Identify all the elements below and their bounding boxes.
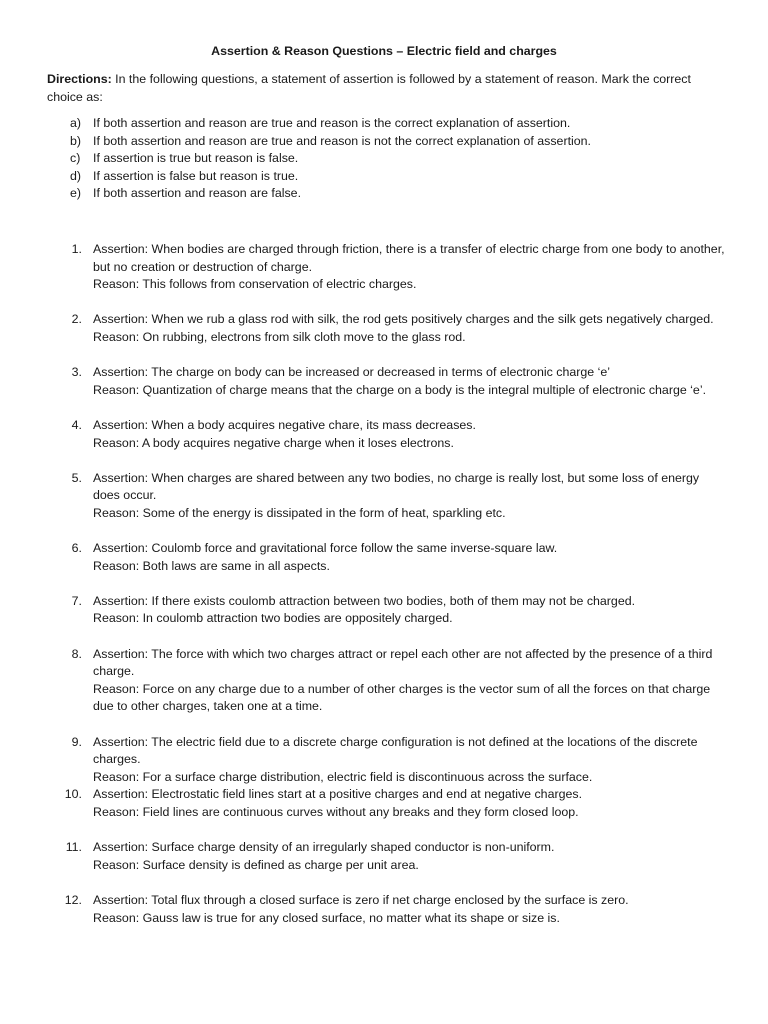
assertion-text: Assertion: If there exists coulomb attraction between two bodies, both of them may not be charged. [93,593,636,608]
reason-text: Reason: Force on any charge due to a number of other charges is the vector sum of all the forces on that charge due to other charges, taken one at a time. [93,681,711,714]
assertion-text: Assertion: The charge on body can be increased or decreased in terms of electronic charge ‘e’ [93,365,611,380]
question-item [47,470,727,523]
assertion-text: Assertion: Total flux through a closed surface is zero if net charge enclosed by the surface is zero. [93,892,629,907]
option-letter: d) [70,168,82,183]
question-number: 1. [71,242,82,256]
assertion-text: Assertion: The force with which two charges attract or repel each other are not affected by the presence of a third charge. [93,646,713,679]
question-number: 6. [71,541,82,556]
option-item [47,185,727,203]
option-item [47,168,727,186]
question-item [47,646,727,716]
option-letter: e) [70,186,82,201]
reason-text: Reason: On rubbing, electrons from silk cloth move to the glass rod. [93,329,466,344]
question-item [47,892,727,927]
question-item [47,540,727,575]
question-item [47,241,727,294]
question-number: 4. [71,417,82,432]
reason-text: Reason: Surface density is defined as charge per unit area. [93,857,419,872]
reason-text: Reason: For a surface charge distribution, electric field is discontinuous across the surface. [93,769,593,784]
question-number: 5. [71,470,82,485]
reason-text: Reason: Field lines are continuous curves without any breaks and they form closed loop. [93,805,579,819]
question-number: 11. [65,840,82,855]
option-text: If assertion is true but reason is false. [93,151,299,166]
question-item [47,839,727,874]
reason-text: Reason: Quantization of charge means that the charge on a body is the integral multiple of electronic charge ‘e’. [93,382,707,397]
assertion-text: Assertion: When we rub a glass rod with silk, the rod gets positively charges and the silk gets negatively charged. [93,312,714,327]
directions-label: Directions: [47,72,112,86]
question-item [47,364,727,399]
assertion-text: Assertion: When a body acquires negative chare, its mass decreases. [93,417,476,432]
reason-text: Reason: Some of the energy is dissipated in the form of heat, sparkling etc. [93,505,506,520]
assertion-text: Assertion: The electric field due to a discrete charge configuration is not defined at the locations of the discrete charges. [93,734,698,767]
option-item [47,115,727,133]
option-text: If both assertion and reason are false. [93,186,302,201]
question-item [47,786,727,821]
option-letter: a) [70,116,82,130]
questions-list [47,241,727,945]
option-item [47,150,727,168]
assertion-text: Assertion: When charges are shared between any two bodies, no charge is really lost, but some loss of energy does occur. [93,470,700,503]
question-item [47,734,727,787]
answer-options-list [47,115,727,203]
assertion-text: Assertion: Coulomb force and gravitational force follow the same inverse-square law. [93,541,558,556]
reason-text: Reason: Gauss law is true for any closed surface, no matter what its shape or size is. [93,910,560,925]
option-letter: b) [70,133,82,148]
reason-text: Reason: A body acquires negative charge when it loses electrons. [93,435,454,450]
reason-text: Reason: In coulomb attraction two bodies are oppositely charged. [93,611,453,626]
question-number: 3. [71,365,82,380]
reason-text: Reason: This follows from conservation of electric charges. [93,277,417,292]
assertion-text: Assertion: When bodies are charged through friction, there is a transfer of electric charge from one body to another, but no creation or destruction of charge. [93,242,725,274]
question-item [47,417,727,452]
option-letter: c) [70,151,81,166]
assertion-text: Assertion: Electrostatic field lines start at a positive charges and end at negative charges. [93,787,583,802]
question-number: 10. [64,787,82,802]
page-title: Assertion & Reason Questions – Electric field and charges [211,44,557,58]
question-number: 8. [71,646,82,661]
question-number: 9. [71,734,82,749]
option-text: If assertion is false but reason is true. [93,168,299,183]
question-item [47,593,727,628]
option-item [47,133,727,151]
question-number: 2. [71,312,82,327]
question-number: 7. [71,593,82,608]
directions-paragraph [47,71,727,106]
reason-text: Reason: Both laws are same in all aspects. [93,558,330,573]
directions-text: In the following questions, a statement of assertion is followed by a statement of reason. Mark the correct choice as: [47,72,691,104]
question-number: 12. [64,892,82,907]
assertion-text: Assertion: Surface charge density of an irregularly shaped conductor is non-uniform. [93,840,555,855]
option-text: If both assertion and reason are true and reason is not the correct explanation of assertion. [93,133,591,148]
question-item [47,311,727,346]
option-text: If both assertion and reason are true and reason is the correct explanation of assertion. [93,116,571,130]
